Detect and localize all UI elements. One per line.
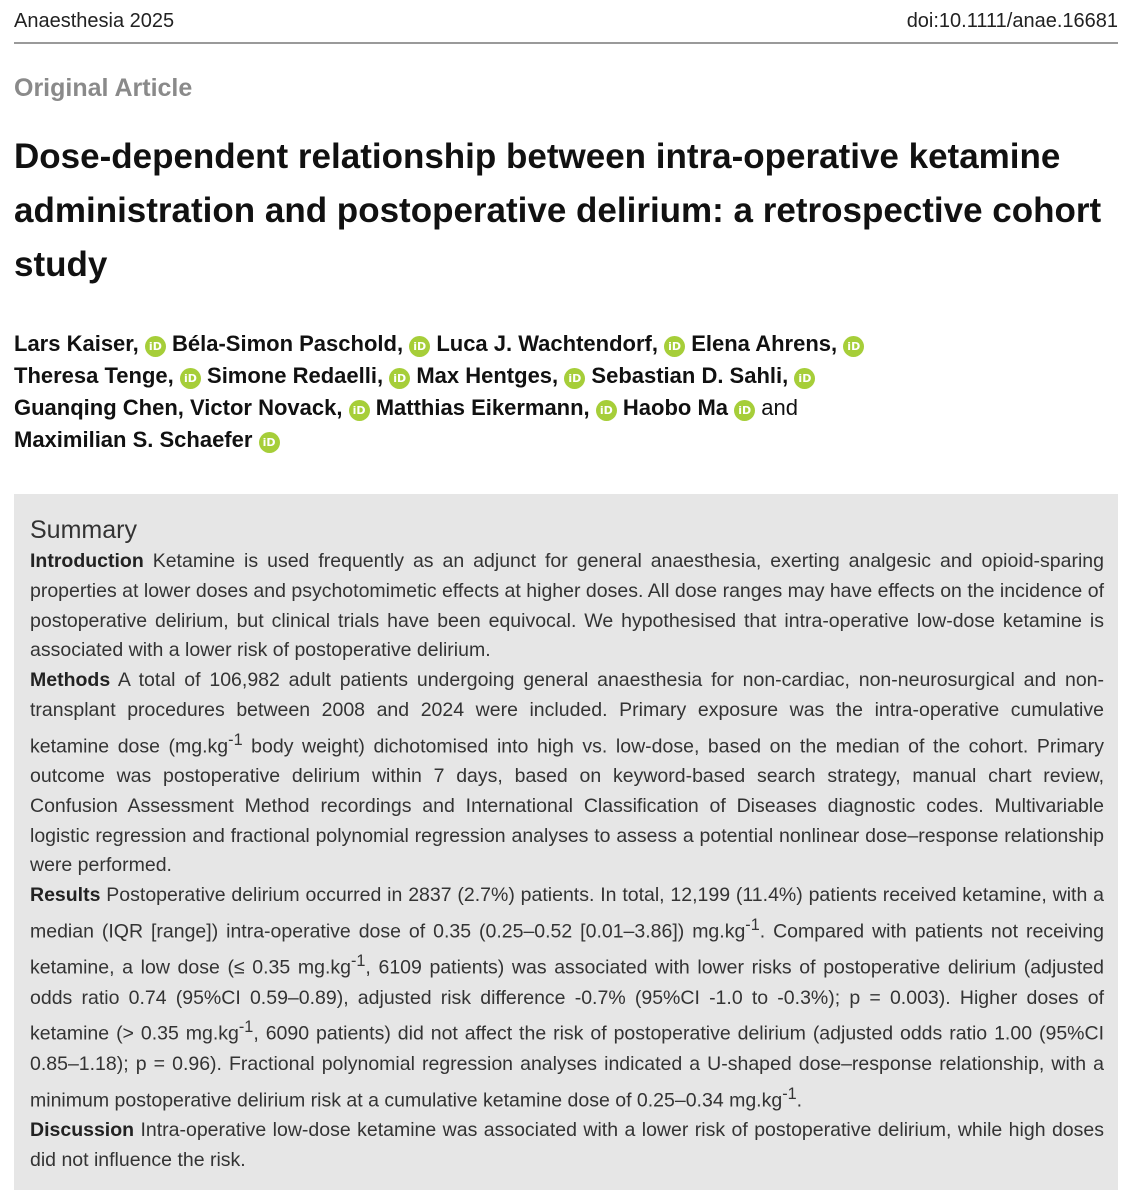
orcid-icon[interactable]: iD xyxy=(389,368,410,389)
superscript: -1 xyxy=(745,916,760,935)
results-text: , 6090 patients) did not affect the risk of postoperative delirium (adjusted odds ratio 1.00 (95%CI 0.85–1.18); p = 0.96). Fractional polynomial regression analyses indicated a U-shaped dose–response relationship, with a minimum postoperative delirium risk at a cumulative ketamine dose of 0.25–0.34 mg.kg xyxy=(30,1022,1105,1112)
journal-name: Anaesthesia 2025 xyxy=(14,10,175,32)
introduction-text: Ketamine is used frequently as an adjunct for general anaesthesia, exerting analgesic and opioid-sparing properties at lower doses and psychotomimetic effects at higher doses. All dose ranges may have effects on the incidence of postoperative delirium, but clinical trials have been equivocal. We hypothesised that intra-operative low-dose ketamine is associated with a lower risk of postoperative delirium. xyxy=(30,550,1104,662)
discussion-text: Intra-operative low-dose ketamine was associated with a lower risk of postoperative delirium, while high doses did not influence the risk. xyxy=(30,1118,1104,1171)
superscript: -1 xyxy=(350,952,366,971)
orcid-icon[interactable]: iD xyxy=(409,336,430,357)
introduction-paragraph xyxy=(30,547,1104,666)
methods-label: Methods xyxy=(30,669,111,692)
author-name: Victor Novack, xyxy=(190,395,343,420)
methods-text: body weight) dichotomised into high vs. low-dose, based on the median of the cohort. Primary outcome was postoperative delirium within 7 days, based on keyword-based search strategy, manual chart review, Confusion Assessment Method recordings and International Classification of Diseases diagnostic codes. Multivariable logistic regression and fractional polynomial regression analyses to assess a potential nonlinear dose–response relationship were performed. xyxy=(30,735,1104,877)
orcid-icon[interactable]: iD xyxy=(564,368,585,389)
orcid-icon[interactable]: iD xyxy=(734,400,755,421)
orcid-icon[interactable]: iD xyxy=(843,336,864,357)
methods-text: A total of 106,982 adult patients undergoing general anaesthesia for non-cardiac, non-neurosurgical and non-transplant procedures between 2008 and 2024 were included. Primary exposure was the intra-operative cumulative ketamine dose (mg.kg xyxy=(30,669,1105,758)
introduction-label: Introduction xyxy=(30,550,144,572)
author-conjunction: and xyxy=(761,395,799,420)
orcid-icon[interactable]: iD xyxy=(664,336,685,357)
author-name: Theresa Tenge, xyxy=(14,363,174,388)
orcid-icon[interactable]: iD xyxy=(794,368,815,389)
superscript: -1 xyxy=(782,1084,797,1103)
results-text: , 6109 patients) was associated with lower risks of postoperative delirium (adjusted odds ratio 0.74 (95%CI 0.59–0.89), adjusted risk difference -0.7% (95%CI -1.0 to -0.3%); p = 0.003). Higher doses of ketamine (> 0.35 mg.kg xyxy=(30,956,1105,1045)
author-name: Matthias Eikermann, xyxy=(375,395,590,420)
author-name: Béla-Simon Paschold, xyxy=(172,331,404,356)
orcid-icon[interactable]: iD xyxy=(180,368,201,389)
results-text: Postoperative delirium occurred in 2837 (2.7%) patients. In total, 12,199 (11.4%) patients received ketamine, with a median (IQR [range]) intra-operative dose of 0.35 (0.25–0.52 [0.01–3.86]) mg.kg xyxy=(30,884,1104,943)
results-text: . Compared with patients not receiving ketamine, a low dose (≤ 0.35 mg.kg xyxy=(30,920,1104,979)
orcid-icon[interactable]: iD xyxy=(349,400,370,421)
superscript: -1 xyxy=(228,730,243,749)
results-label: Results xyxy=(30,884,101,907)
results-paragraph xyxy=(30,881,1104,1116)
summary-heading: Summary xyxy=(30,516,137,544)
methods-paragraph xyxy=(30,666,1104,881)
author-name: Haobo Ma xyxy=(622,395,729,420)
author-name: Luca J. Wachtendorf, xyxy=(436,331,658,356)
orcid-icon[interactable]: iD xyxy=(145,336,166,357)
author-list xyxy=(14,328,1114,456)
orcid-icon[interactable]: iD xyxy=(596,400,617,421)
doi-link[interactable]: doi:10.1111/anae.16681 xyxy=(906,10,1118,32)
author-name: Lars Kaiser, xyxy=(14,331,139,356)
author-name: Elena Ahrens, xyxy=(691,331,838,356)
superscript: -1 xyxy=(238,1018,254,1037)
author-name: Simone Redaelli, xyxy=(207,363,384,388)
discussion-paragraph xyxy=(30,1116,1104,1176)
discussion-label: Discussion xyxy=(30,1118,135,1141)
author-name: Sebastian D. Sahli, xyxy=(591,363,789,388)
page-header xyxy=(14,8,1118,44)
summary-box xyxy=(14,494,1118,1190)
results-text: . xyxy=(796,1089,803,1112)
author-name: Guanqing Chen, xyxy=(14,395,184,420)
author-name: Maximilian S. Schaefer xyxy=(14,427,253,452)
article-type-label: Original Article xyxy=(14,74,193,102)
article-title: Dose-dependent relationship between intra-operative ketamine administration and postoperative delirium: a retrospective cohort study xyxy=(14,137,1102,284)
orcid-icon[interactable]: iD xyxy=(259,432,280,453)
author-name: Max Hentges, xyxy=(416,363,559,388)
